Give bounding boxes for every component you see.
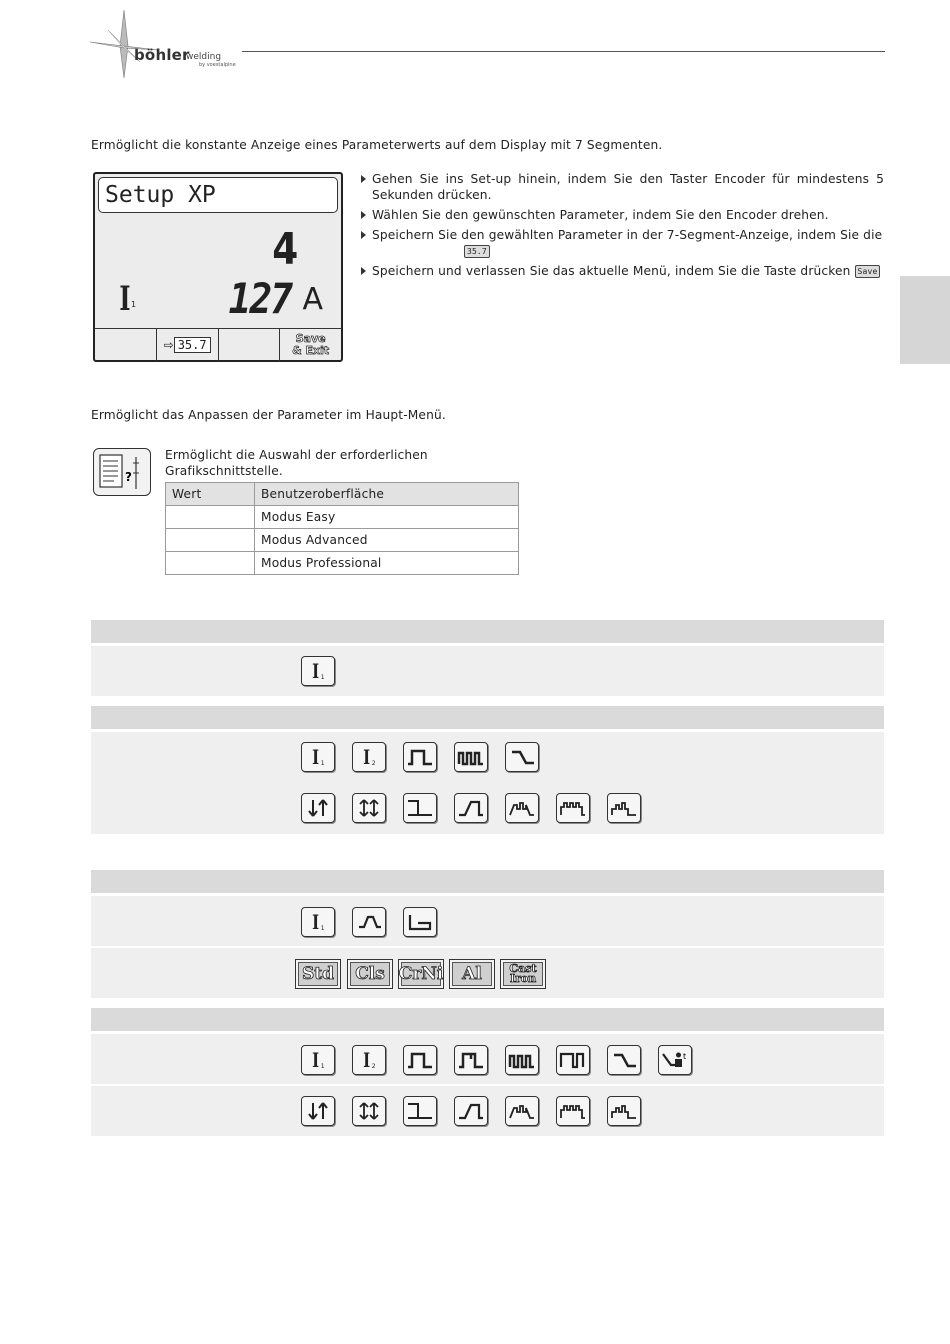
list-item: Gehen Sie ins Set-up hinein, indem Sie den Taster Encoder für mindestens 5 Sekunden drücken.: [360, 171, 884, 203]
section2-intro: Ermöglicht das Anpassen der Parameter im Haupt-Menü.: [91, 408, 446, 422]
downslope-icon: [505, 742, 539, 772]
current-i2-icon: I 2: [352, 742, 386, 772]
current-i1-icon: I 1: [301, 656, 335, 686]
lcd-unit: A: [302, 282, 323, 317]
brand-suffix: welding: [186, 52, 222, 62]
lcd-value: 127: [228, 274, 292, 323]
downslope-icon: [607, 1045, 641, 1075]
current-i1-icon: I 1: [301, 1045, 335, 1075]
lcd-display: [93, 172, 343, 362]
material-crni-button: CrNi: [398, 959, 444, 989]
arc-force-icon: [352, 907, 386, 937]
exit-label: & Exit: [292, 344, 330, 357]
table-header: Benutzeroberfläche: [255, 483, 519, 506]
lcd-title: Setup XP: [98, 177, 338, 213]
section-header-band: [91, 1008, 884, 1031]
current-i2-icon: I 2: [352, 1045, 386, 1075]
table-row: Modus Advanced: [166, 529, 519, 552]
step-level-icon: [403, 793, 437, 823]
seg-display-button-icon: 35.7: [464, 245, 490, 258]
post-gas-icon: [658, 1045, 692, 1075]
fast-pulse-icon: [505, 1045, 539, 1075]
lcd-softkey-bar: [95, 328, 341, 361]
lcd-parameter-sub: 1: [131, 300, 137, 309]
list-item: Wählen Sie den gewünschten Parameter, indem Sie den Encoder drehen.: [360, 207, 884, 223]
pulse-frequency-icon: [403, 1045, 437, 1075]
arrows-up-down-icon: [301, 793, 335, 823]
icon-row: [91, 646, 884, 696]
svg-text:?: ?: [125, 470, 132, 484]
pulse-duty-icon: [454, 1045, 488, 1075]
list-item: Speichern und verlassen Sie das aktuelle Menü, indem Sie die Taste drücken Save: [360, 263, 884, 279]
menu-settings-icon: [93, 448, 151, 496]
step-level-icon: [403, 1096, 437, 1126]
current-i1-icon: I 1: [301, 742, 335, 772]
section-header-band: [91, 870, 884, 893]
section1-intro: Ermöglicht die konstante Anzeige eines Parameterwerts auf dem Display mit 7 Segmenten.: [91, 138, 663, 152]
pulse-steps-icon: [607, 1096, 641, 1126]
list-item: Speichern Sie den gewählten Parameter in der 7-Segment-Anzeige, indem Sie die 35.7: [360, 227, 884, 259]
hot-start-icon: [403, 907, 437, 937]
brand-name: böhler: [134, 46, 190, 64]
softkey-3[interactable]: [219, 329, 281, 361]
material-cls-button: Cls: [347, 959, 393, 989]
upslope-icon: [454, 793, 488, 823]
fast-pulse-icon: [454, 742, 488, 772]
brand-sub: by voestalpine: [199, 62, 236, 68]
softkey-2[interactable]: [157, 329, 219, 361]
softkey-1[interactable]: [95, 329, 157, 361]
arrows-up-down-icon: [301, 1096, 335, 1126]
material-cast-iron-button: Cast Iron: [500, 959, 546, 989]
pulse-steps-icon: [607, 793, 641, 823]
material-al-button: Al: [449, 959, 495, 989]
menu-description: Ermöglicht die Auswahl der erforderlichen Grafikschnittstelle.: [165, 448, 428, 478]
icon-row: [91, 896, 884, 946]
boehler-logo: [88, 8, 248, 80]
side-tab: [900, 276, 950, 364]
instruction-list: [360, 171, 884, 283]
upslope-icon: [454, 1096, 488, 1126]
softkey-save-exit[interactable]: [280, 329, 341, 361]
lcd-parameter-number: 4: [272, 224, 299, 275]
seg-display-button: 35.7: [174, 337, 211, 353]
section-header-band: [91, 620, 884, 643]
lcd-parameter-icon: I: [119, 279, 131, 319]
save-label: Save: [295, 332, 326, 345]
svg-text:t: t: [683, 1052, 687, 1061]
ac-balance-icon: [556, 1045, 590, 1075]
arrow-right-icon: ⇨: [163, 338, 174, 352]
interface-table: [165, 482, 519, 575]
pulse-plateau-icon: [556, 793, 590, 823]
double-arrows-icon: [352, 793, 386, 823]
table-row: Modus Professional: [166, 552, 519, 575]
double-arrows-icon: [352, 1096, 386, 1126]
section-header-band: [91, 706, 884, 729]
pulse-slope-icon: [505, 1096, 539, 1126]
pulse-frequency-icon: [403, 742, 437, 772]
table-header: Wert: [166, 483, 255, 506]
current-i1-icon: I 1: [301, 907, 335, 937]
save-button-icon: Save: [855, 265, 881, 278]
header-rule: [242, 51, 885, 52]
pulse-slope-icon: [505, 793, 539, 823]
table-row: Modus Easy: [166, 506, 519, 529]
pulse-plateau-icon: [556, 1096, 590, 1126]
material-std-button: Std: [295, 959, 341, 989]
